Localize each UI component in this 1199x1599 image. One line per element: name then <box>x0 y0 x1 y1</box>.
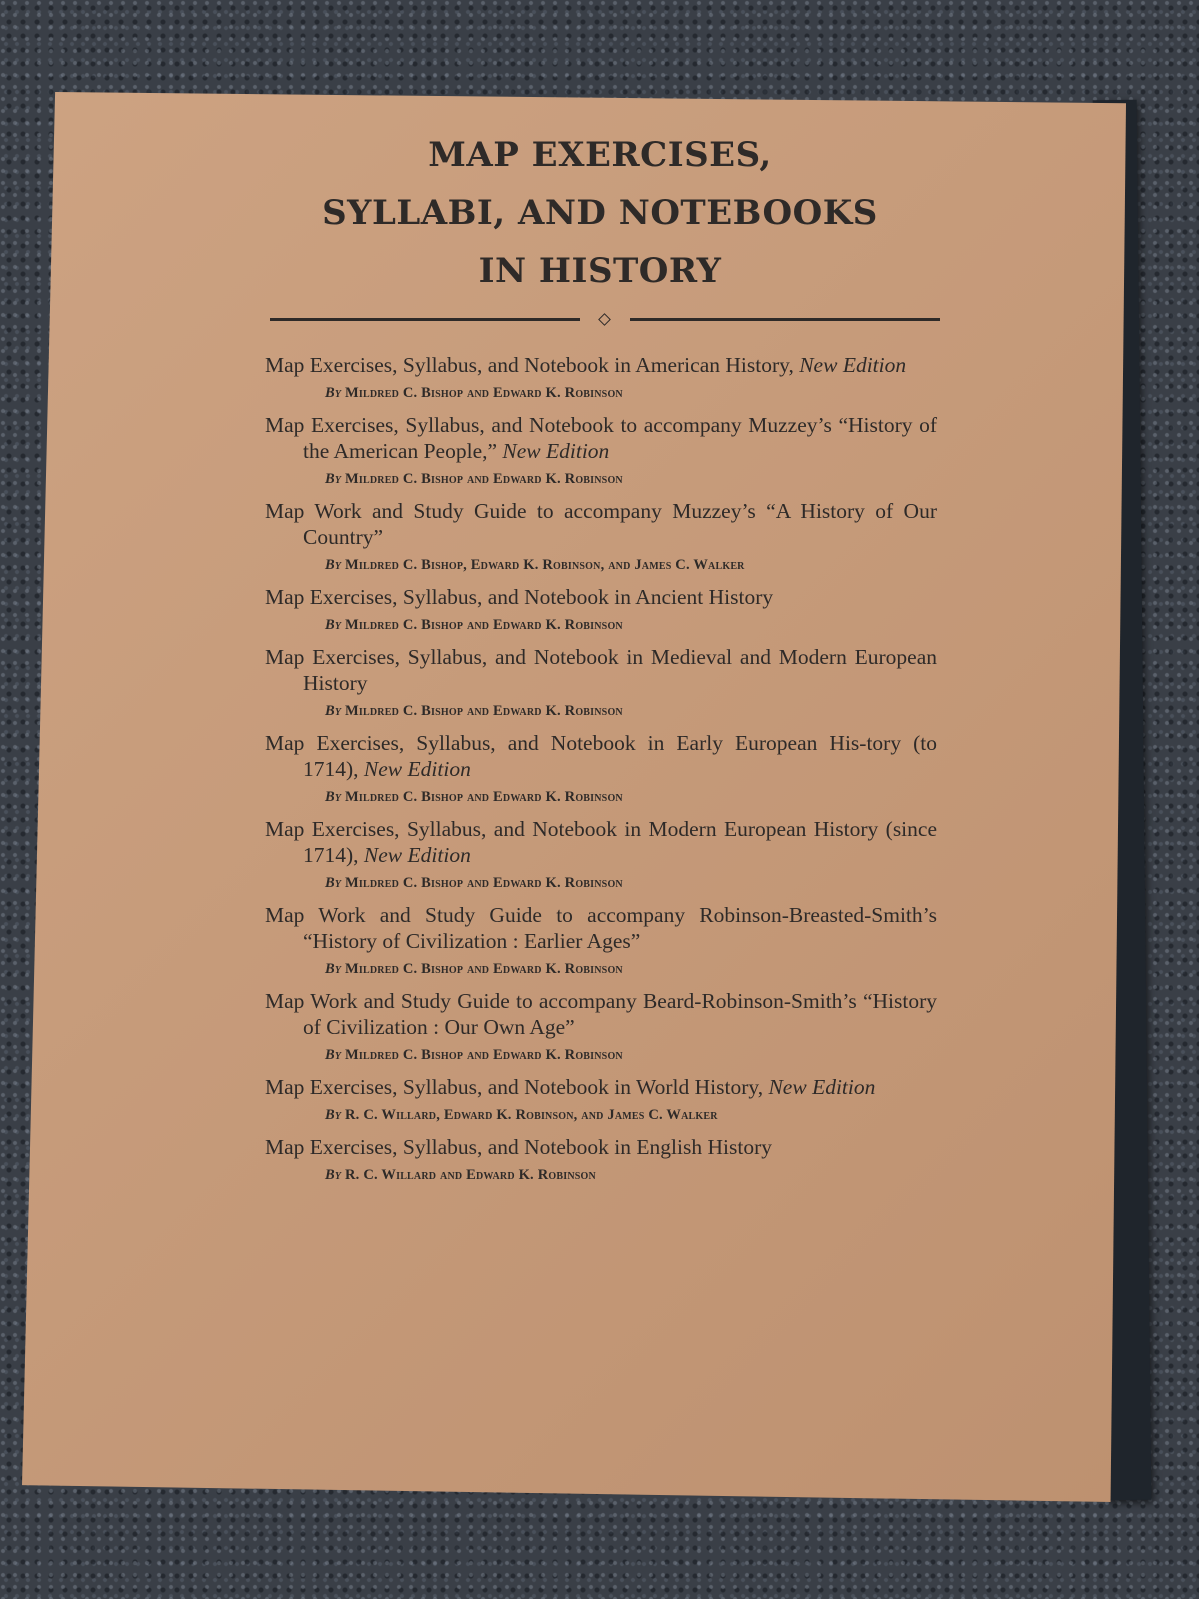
publication-authors <box>265 1164 937 1186</box>
cover-title <box>240 126 960 300</box>
authors-names: Mildred C. Bishop and Edward K. Robinson <box>345 617 623 633</box>
publication-title-text: Map Exercises, Syllabus, and Notebook in Early European His-tory (to 1714), <box>265 731 937 781</box>
publication-entry <box>265 1074 937 1126</box>
publication-authors <box>265 554 937 576</box>
publication-entry <box>265 584 937 636</box>
publication-entry <box>265 730 937 808</box>
publication-entry <box>265 498 937 576</box>
publication-title <box>265 902 937 954</box>
publication-title-text: Map Exercises, Syllabus, and Notebook in American History, <box>265 353 794 377</box>
ornamental-divider <box>270 312 940 328</box>
authors-names: Mildred C. Bishop and Edward K. Robinson <box>345 875 623 891</box>
authors-by-label: By <box>325 557 342 573</box>
authors-by-label: By <box>325 1107 342 1123</box>
publication-title-text: Map Exercises, Syllabus, and Notebook in English History <box>265 1135 772 1159</box>
divider-rule-right <box>630 318 940 321</box>
publication-authors <box>265 872 937 894</box>
authors-by-label: By <box>325 385 342 401</box>
publication-title <box>265 730 937 782</box>
authors-by-label: By <box>325 703 342 719</box>
publication-authors <box>265 700 937 722</box>
publication-title-text: Map Exercises, Syllabus, and Notebook in World History, <box>265 1075 764 1099</box>
publication-edition: New Edition <box>799 353 907 377</box>
publication-title-text: Map Work and Study Guide to accompany Beard-Robinson-Smith’s “History of Civilization : Our Own Age” <box>265 989 937 1039</box>
authors-names: Mildred C. Bishop and Edward K. Robinson <box>345 471 623 487</box>
authors-names: R. C. Willard and Edward K. Robinson <box>345 1167 596 1183</box>
publication-authors <box>265 1104 937 1126</box>
publication-entry <box>265 988 937 1066</box>
publication-title-text: Map Work and Study Guide to accompany Robinson-Breasted-Smith’s “History of Civilization : Earlier Ages” <box>265 903 937 953</box>
publication-edition: New Edition <box>502 439 610 463</box>
authors-names: Mildred C. Bishop and Edward K. Robinson <box>345 1047 623 1063</box>
cover-title-line-2: SYLLABI, AND NOTEBOOKS <box>322 193 878 233</box>
publication-title <box>265 498 937 550</box>
publication-entry <box>265 902 937 980</box>
publication-list <box>265 352 937 1194</box>
publication-title <box>265 1074 937 1100</box>
authors-names: Mildred C. Bishop and Edward K. Robinson <box>345 961 623 977</box>
publication-title <box>265 816 937 868</box>
authors-by-label: By <box>325 961 342 977</box>
publication-title-text: Map Exercises, Syllabus, and Notebook in Modern European History (since 1714), <box>265 817 937 867</box>
publication-edition: New Edition <box>363 757 471 781</box>
publication-entry <box>265 1134 937 1186</box>
divider-rule-left <box>270 318 580 321</box>
authors-by-label: By <box>325 875 342 891</box>
authors-by-label: By <box>325 471 342 487</box>
publication-authors <box>265 1044 937 1066</box>
authors-by-label: By <box>325 1167 342 1183</box>
publication-title-text: Map Exercises, Syllabus, and Notebook in Medieval and Modern European History <box>265 645 937 695</box>
authors-by-label: By <box>325 1047 342 1063</box>
publication-title <box>265 352 937 378</box>
authors-names: Mildred C. Bishop and Edward K. Robinson <box>345 789 623 805</box>
publication-entry <box>265 644 937 722</box>
authors-names: Mildred C. Bishop, Edward K. Robinson, and James C. Walker <box>345 557 745 573</box>
authors-by-label: By <box>325 617 342 633</box>
publication-authors <box>265 468 937 490</box>
cover-title-line-1: MAP EXERCISES, <box>428 135 772 175</box>
cover-title-line-3: IN HISTORY <box>478 251 722 291</box>
publication-entry <box>265 412 937 490</box>
publication-entry <box>265 352 937 404</box>
publication-authors <box>265 786 937 808</box>
publication-title <box>265 1134 937 1160</box>
publication-edition: New Edition <box>768 1075 876 1099</box>
publication-title <box>265 988 937 1040</box>
authors-names: Mildred C. Bishop and Edward K. Robinson <box>345 385 623 401</box>
publication-edition: New Edition <box>363 843 471 867</box>
authors-names: R. C. Willard, Edward K. Robinson, and James C. Walker <box>345 1107 718 1123</box>
publication-authors <box>265 958 937 980</box>
publication-title <box>265 644 937 696</box>
authors-names: Mildred C. Bishop and Edward K. Robinson <box>345 703 623 719</box>
publication-title-text: Map Exercises, Syllabus, and Notebook to accompany Muzzey’s “History of the American People,” <box>265 413 937 463</box>
publication-title-text: Map Exercises, Syllabus, and Notebook in Ancient History <box>265 585 774 609</box>
publication-authors <box>265 614 937 636</box>
publication-entry <box>265 816 937 894</box>
publication-authors <box>265 382 937 404</box>
publication-title <box>265 412 937 464</box>
publication-title <box>265 584 937 610</box>
divider-diamond-ornament <box>598 313 611 326</box>
authors-by-label: By <box>325 789 342 805</box>
publication-title-text: Map Work and Study Guide to accompany Muzzey’s “A History of Our Country” <box>265 499 937 549</box>
